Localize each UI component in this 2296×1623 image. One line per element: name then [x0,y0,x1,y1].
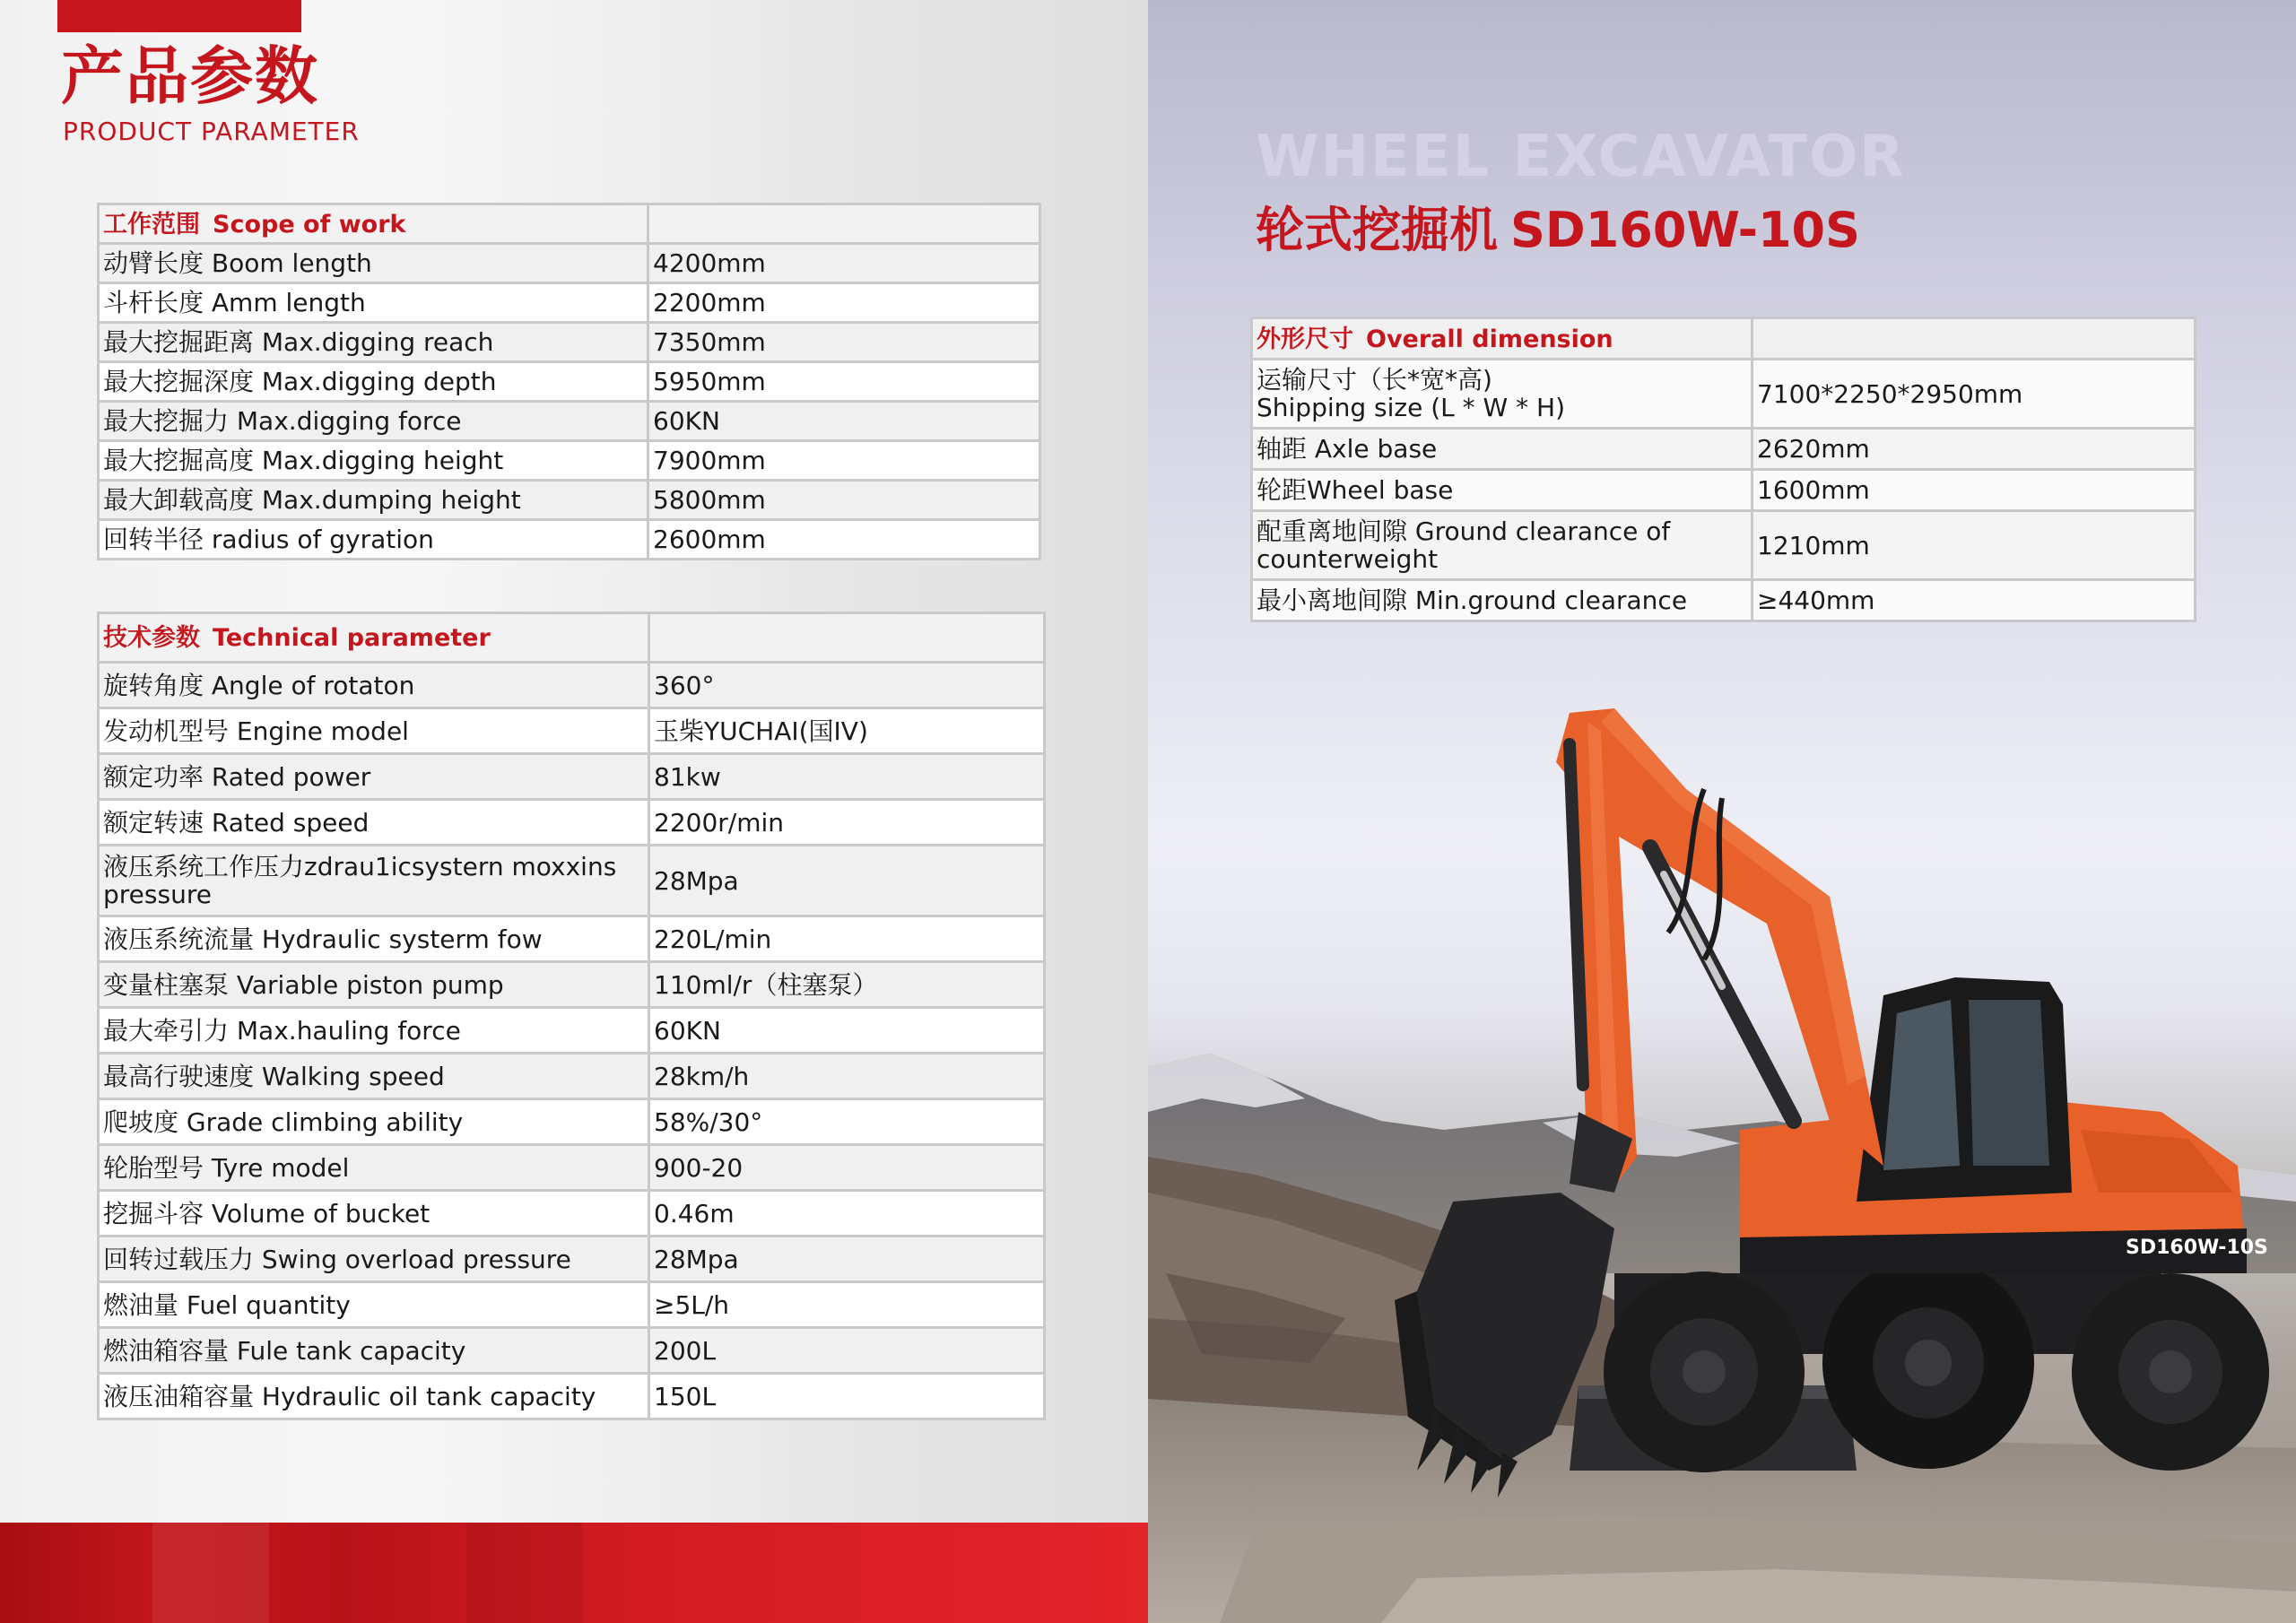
row-label: 最高行驶速度 Walking speed [99,1054,649,1099]
table-row [99,1099,1045,1145]
table-header-cell [99,204,648,244]
table-header-row [1252,318,2196,360]
table-row [99,1282,1045,1328]
table-row [99,441,1040,481]
top-red-tab [57,0,301,32]
table-header-empty [649,613,1045,663]
row-value: 玉柴YUCHAI(国IV) [649,708,1045,754]
table-header-cell [1252,318,1752,360]
table-header-row [99,204,1040,244]
row-value: 28Mpa [649,846,1045,916]
table-row [1252,511,2196,580]
row-value: 7350mm [648,323,1040,362]
row-label: 动臂长度 Boom length [99,244,648,283]
row-value: 900-20 [649,1145,1045,1191]
row-value: 2600mm [648,520,1040,560]
table-row [99,244,1040,283]
table-row [99,708,1045,754]
row-label: 额定转速 Rated speed [99,800,649,846]
row-value: 5800mm [648,481,1040,520]
table-row [1252,360,2196,429]
row-label: 最小离地间隙 Min.ground clearance [1252,580,1752,621]
row-value: ≥5L/h [649,1282,1045,1328]
row-label: 额定功率 Rated power [99,754,649,800]
technical-parameter-table [97,612,1046,1420]
row-label: 液压系统流量 Hydraulic systerm fow [99,916,649,962]
table-row [99,283,1040,323]
row-value: ≥440mm [1752,580,2196,621]
row-label [1252,360,1752,429]
row-label: 最大牵引力 Max.hauling force [99,1008,649,1054]
row-label: 变量柱塞泵 Variable piston pump [99,962,649,1008]
table-row [99,754,1045,800]
row-label-line1: 液压系统工作压力zdrau1icsystern moxxins [103,852,617,881]
table-header-empty [1752,318,2196,360]
row-value: 110ml/r（柱塞泵） [649,962,1045,1008]
section-title-cn: 工作范围 [103,210,200,239]
table-row [99,520,1040,560]
table-row [99,1237,1045,1282]
row-value: 28Mpa [649,1237,1045,1282]
row-label-line2: pressure [103,880,212,909]
row-label: 回转半径 radius of gyration [99,520,648,560]
row-label: 最大卸载高度 Max.dumping height [99,481,648,520]
row-value: 81kw [649,754,1045,800]
row-label: 最大挖掘距离 Max.digging reach [99,323,648,362]
row-value: 28km/h [649,1054,1045,1099]
table-row [99,1145,1045,1191]
row-label: 最大挖掘深度 Max.digging depth [99,362,648,402]
section-title-cn: 技术参数 [103,624,200,652]
table-row [99,1328,1045,1374]
model-title [1256,202,1860,259]
row-value: 220L/min [649,916,1045,962]
row-value: 150L [649,1374,1045,1419]
row-label: 回转过载压力 Swing overload pressure [99,1237,649,1282]
section-title-en: Overall dimension [1366,325,1613,353]
page-title-en: PRODUCT PARAMETER [63,117,360,146]
rear-wheels [2072,1273,2269,1471]
row-value: 60KN [648,402,1040,441]
table-row [99,1008,1045,1054]
table-row [1252,429,2196,470]
row-value: 7900mm [648,441,1040,481]
row-value: 1600mm [1752,470,2196,511]
row-label-line1: 运输尺寸（长*宽*高) [1257,365,1492,395]
row-label: 液压油箱容量 Hydraulic oil tank capacity [99,1374,649,1419]
scope-of-work-table [97,203,1041,560]
row-label: 轴距 Axle base [1252,429,1752,470]
row-label: 爬坡度 Grade climbing ability [99,1099,649,1145]
row-label-line2: counterweight [1257,544,1439,574]
table-row [99,663,1045,708]
row-value: 360° [649,663,1045,708]
bottom-red-band [0,1523,1148,1623]
row-value: 2200mm [648,283,1040,323]
row-value: 5950mm [648,362,1040,402]
table-row [99,846,1045,916]
model-code: SD160W-10S [1510,202,1861,258]
table-row [99,1191,1045,1237]
row-label: 燃油箱容量 Fule tank capacity [99,1328,649,1374]
row-label: 最大挖掘高度 Max.digging height [99,441,648,481]
model-name-cn: 轮式挖掘机 [1256,202,1498,258]
table-row [99,362,1040,402]
row-value: 0.46m [649,1191,1045,1237]
table-row [99,962,1045,1008]
table-header-empty [648,204,1040,244]
row-value: 7100*2250*2950mm [1752,360,2196,429]
row-value: 2620mm [1752,429,2196,470]
table-row [99,323,1040,362]
row-label: 挖掘斗容 Volume of bucket [99,1191,649,1237]
table-row [1252,470,2196,511]
table-row [99,916,1045,962]
table-row [99,1374,1045,1419]
overall-dimension-table [1250,317,2196,622]
row-label-line2: Shipping size (L * W * H) [1257,393,1566,422]
table-row [1252,580,2196,621]
table-header-row [99,613,1045,663]
row-label: 轮胎型号 Tyre model [99,1145,649,1191]
section-title-cn: 外形尺寸 [1257,325,1353,353]
section-title-en: Scope of work [213,210,406,239]
section-title-en: Technical parameter [213,624,491,652]
row-label [99,846,649,916]
row-label: 斗杆长度 Amm length [99,283,648,323]
row-label: 燃油量 Fuel quantity [99,1282,649,1328]
table-row [99,402,1040,441]
row-label [1252,511,1752,580]
row-label: 最大挖掘力 Max.digging force [99,402,648,441]
row-value: 4200mm [648,244,1040,283]
row-label: 发动机型号 Engine model [99,708,649,754]
table-row [99,1054,1045,1099]
machine-model-label: SD160W-10S [2126,1237,2268,1259]
row-value: 60KN [649,1008,1045,1054]
row-label: 旋转角度 Angle of rotaton [99,663,649,708]
row-label-line1: 配重离地间隙 Ground clearance of [1257,516,1671,546]
page-title-cn: 产品参数 [61,39,319,113]
row-label: 轮距Wheel base [1252,470,1752,511]
row-value: 1210mm [1752,511,2196,580]
table-row [99,481,1040,520]
table-header-cell [99,613,649,663]
watermark-heading: WHEEL EXCAVATOR [1256,124,1906,190]
row-value: 58%/30° [649,1099,1045,1145]
row-value: 2200r/min [649,800,1045,846]
table-row [99,800,1045,846]
row-value: 200L [649,1328,1045,1374]
